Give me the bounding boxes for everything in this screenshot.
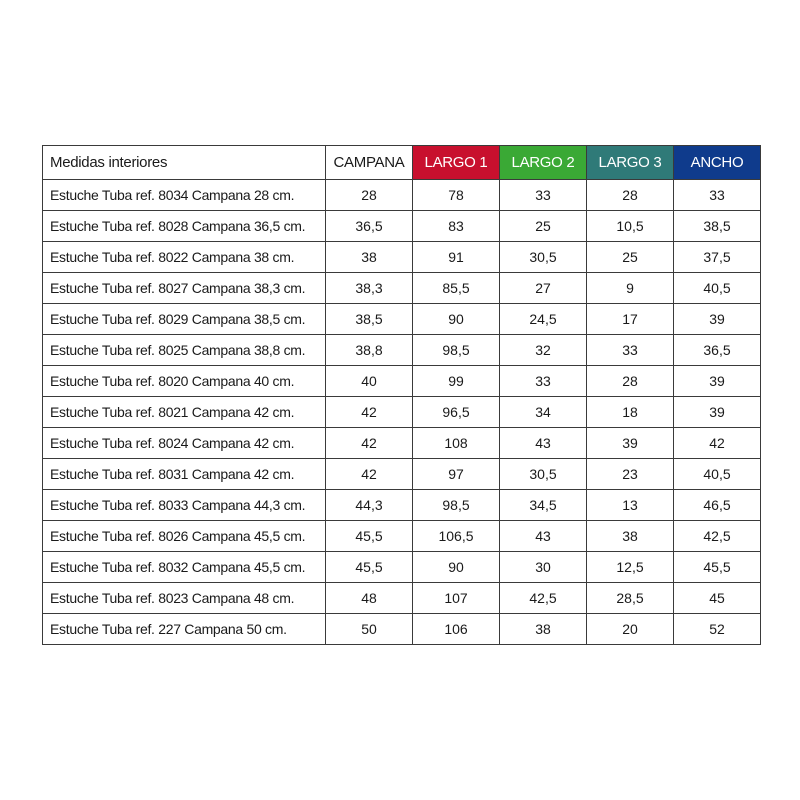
value-cell-largo-1: 107	[413, 583, 500, 614]
value-cell-largo-3: 18	[587, 397, 674, 428]
value-cell-campana: 38,3	[326, 273, 413, 304]
value-cell-largo-3: 28	[587, 180, 674, 211]
value-cell-largo-2: 43	[500, 521, 587, 552]
value-cell-largo-2: 27	[500, 273, 587, 304]
row-name-cell: Estuche Tuba ref. 8021 Campana 42 cm.	[43, 397, 326, 428]
value-cell-largo-2: 30,5	[500, 242, 587, 273]
value-cell-largo-2: 33	[500, 180, 587, 211]
row-name-cell: Estuche Tuba ref. 8029 Campana 38,5 cm.	[43, 304, 326, 335]
row-name-cell: Estuche Tuba ref. 8024 Campana 42 cm.	[43, 428, 326, 459]
row-name-cell: Estuche Tuba ref. 8022 Campana 38 cm.	[43, 242, 326, 273]
value-cell-campana: 50	[326, 614, 413, 645]
header-name-cell: Medidas interiores	[43, 146, 326, 180]
value-cell-largo-1: 85,5	[413, 273, 500, 304]
value-cell-largo-1: 83	[413, 211, 500, 242]
value-cell-campana: 28	[326, 180, 413, 211]
value-cell-largo-3: 10,5	[587, 211, 674, 242]
value-cell-largo-1: 78	[413, 180, 500, 211]
table-row	[43, 428, 761, 459]
row-name-cell: Estuche Tuba ref. 8026 Campana 45,5 cm.	[43, 521, 326, 552]
value-cell-largo-1: 106	[413, 614, 500, 645]
table-body	[43, 180, 761, 645]
row-name-cell: Estuche Tuba ref. 8023 Campana 48 cm.	[43, 583, 326, 614]
header-largo-1: LARGO 1	[413, 146, 500, 180]
value-cell-campana: 40	[326, 366, 413, 397]
value-cell-largo-3: 33	[587, 335, 674, 366]
value-cell-largo-1: 90	[413, 552, 500, 583]
value-cell-ancho: 39	[674, 304, 761, 335]
table-row	[43, 552, 761, 583]
value-cell-largo-3: 17	[587, 304, 674, 335]
value-cell-largo-1: 90	[413, 304, 500, 335]
value-cell-largo-2: 38	[500, 614, 587, 645]
value-cell-ancho: 38,5	[674, 211, 761, 242]
row-name-cell: Estuche Tuba ref. 8027 Campana 38,3 cm.	[43, 273, 326, 304]
row-name-cell: Estuche Tuba ref. 8028 Campana 36,5 cm.	[43, 211, 326, 242]
value-cell-ancho: 52	[674, 614, 761, 645]
value-cell-ancho: 40,5	[674, 459, 761, 490]
value-cell-largo-1: 91	[413, 242, 500, 273]
value-cell-campana: 45,5	[326, 552, 413, 583]
value-cell-largo-1: 106,5	[413, 521, 500, 552]
row-name-cell: Estuche Tuba ref. 8031 Campana 42 cm.	[43, 459, 326, 490]
value-cell-largo-1: 98,5	[413, 335, 500, 366]
value-cell-largo-2: 34	[500, 397, 587, 428]
row-name-cell: Estuche Tuba ref. 8032 Campana 45,5 cm.	[43, 552, 326, 583]
value-cell-largo-2: 25	[500, 211, 587, 242]
value-cell-largo-3: 9	[587, 273, 674, 304]
header-largo-3: LARGO 3	[587, 146, 674, 180]
value-cell-ancho: 42	[674, 428, 761, 459]
value-cell-largo-3: 20	[587, 614, 674, 645]
header-ancho: ANCHO	[674, 146, 761, 180]
value-cell-largo-1: 96,5	[413, 397, 500, 428]
value-cell-ancho: 40,5	[674, 273, 761, 304]
value-cell-largo-3: 12,5	[587, 552, 674, 583]
value-cell-campana: 42	[326, 397, 413, 428]
value-cell-campana: 42	[326, 459, 413, 490]
table-row	[43, 459, 761, 490]
value-cell-campana: 38,8	[326, 335, 413, 366]
value-cell-largo-2: 30	[500, 552, 587, 583]
value-cell-largo-1: 99	[413, 366, 500, 397]
row-name-cell: Estuche Tuba ref. 227 Campana 50 cm.	[43, 614, 326, 645]
value-cell-campana: 36,5	[326, 211, 413, 242]
value-cell-campana: 48	[326, 583, 413, 614]
table-row	[43, 304, 761, 335]
measurements-table	[42, 145, 761, 645]
row-name-cell: Estuche Tuba ref. 8034 Campana 28 cm.	[43, 180, 326, 211]
value-cell-largo-3: 39	[587, 428, 674, 459]
table-row	[43, 180, 761, 211]
value-cell-largo-3: 38	[587, 521, 674, 552]
header-campana: CAMPANA	[326, 146, 413, 180]
header-largo-2: LARGO 2	[500, 146, 587, 180]
table-row	[43, 521, 761, 552]
header-row	[43, 146, 761, 180]
value-cell-largo-2: 34,5	[500, 490, 587, 521]
table-row	[43, 583, 761, 614]
value-cell-campana: 42	[326, 428, 413, 459]
value-cell-largo-3: 25	[587, 242, 674, 273]
value-cell-largo-3: 28,5	[587, 583, 674, 614]
value-cell-largo-3: 13	[587, 490, 674, 521]
value-cell-ancho: 42,5	[674, 521, 761, 552]
value-cell-largo-3: 23	[587, 459, 674, 490]
value-cell-largo-2: 24,5	[500, 304, 587, 335]
table-row	[43, 335, 761, 366]
table-row	[43, 211, 761, 242]
value-cell-campana: 38,5	[326, 304, 413, 335]
value-cell-largo-2: 32	[500, 335, 587, 366]
table-row	[43, 397, 761, 428]
measurements-table-wrapper	[42, 145, 761, 645]
table-row	[43, 242, 761, 273]
value-cell-largo-1: 97	[413, 459, 500, 490]
value-cell-largo-3: 28	[587, 366, 674, 397]
table-row	[43, 366, 761, 397]
value-cell-ancho: 45	[674, 583, 761, 614]
value-cell-largo-2: 43	[500, 428, 587, 459]
value-cell-largo-2: 30,5	[500, 459, 587, 490]
value-cell-ancho: 39	[674, 397, 761, 428]
row-name-cell: Estuche Tuba ref. 8025 Campana 38,8 cm.	[43, 335, 326, 366]
row-name-cell: Estuche Tuba ref. 8020 Campana 40 cm.	[43, 366, 326, 397]
table-row	[43, 273, 761, 304]
value-cell-campana: 44,3	[326, 490, 413, 521]
value-cell-ancho: 45,5	[674, 552, 761, 583]
value-cell-largo-2: 33	[500, 366, 587, 397]
value-cell-campana: 38	[326, 242, 413, 273]
value-cell-ancho: 39	[674, 366, 761, 397]
table-row	[43, 614, 761, 645]
value-cell-ancho: 33	[674, 180, 761, 211]
table-row	[43, 490, 761, 521]
value-cell-ancho: 46,5	[674, 490, 761, 521]
value-cell-campana: 45,5	[326, 521, 413, 552]
value-cell-ancho: 36,5	[674, 335, 761, 366]
value-cell-largo-2: 42,5	[500, 583, 587, 614]
row-name-cell: Estuche Tuba ref. 8033 Campana 44,3 cm.	[43, 490, 326, 521]
value-cell-largo-1: 108	[413, 428, 500, 459]
value-cell-largo-1: 98,5	[413, 490, 500, 521]
value-cell-ancho: 37,5	[674, 242, 761, 273]
